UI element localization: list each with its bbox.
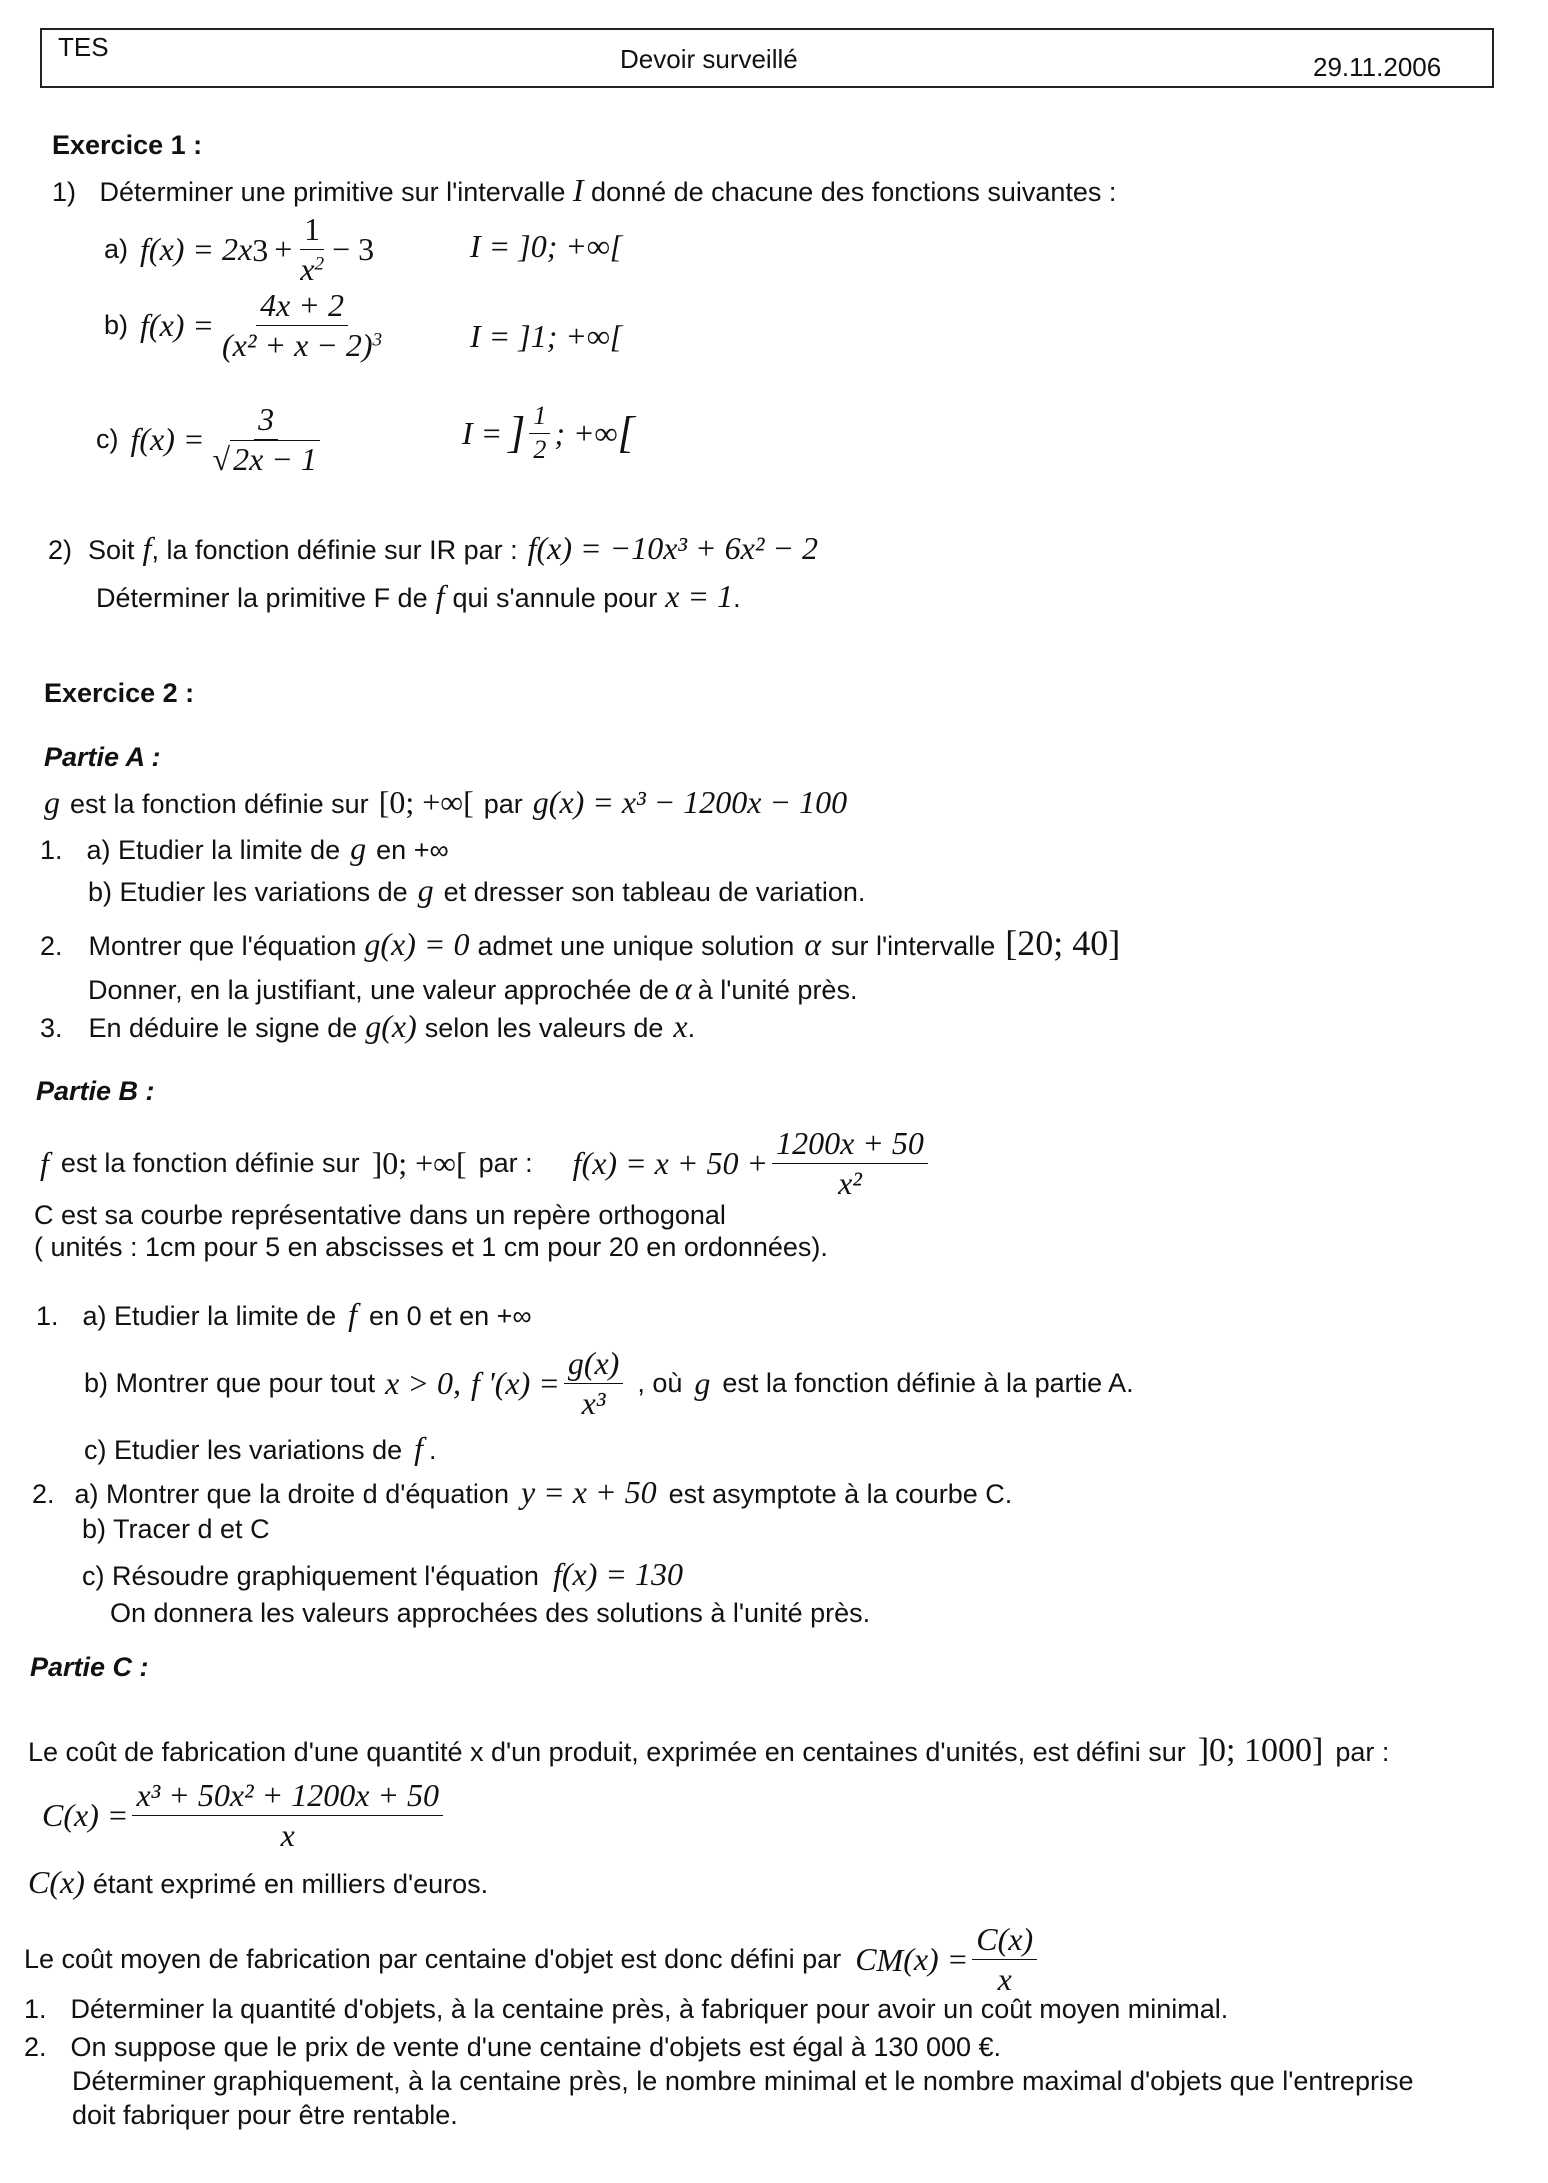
- ex1-question-1: 1) Déterminer une primitive sur l'intervalle I donné de chacune des fonctions suivantes :: [52, 172, 1117, 208]
- item-label: c): [96, 424, 119, 455]
- header-title: Devoir surveillé: [620, 44, 798, 74]
- part-b-q1c: c) Etudier les variations de f .: [84, 1430, 437, 1466]
- fraction: $\frac{\text{x³ + 50x² + 1200x + 50}}{x}$: [132, 1778, 443, 1853]
- part-a-q1b: b) Etudier les variations de g et dresser son tableau de variation.: [88, 872, 866, 908]
- part-b-units-text: ( unités : 1cm pour 5 en abscisses et 1 cm pour 20 en ordonnées).: [34, 1232, 828, 1262]
- part-c-unit: C(x) étant exprimé en milliers d'euros.: [28, 1864, 489, 1900]
- part-b-q2b: b) Tracer d et C: [82, 1514, 270, 1544]
- part-c-title: Partie C :: [30, 1652, 149, 1682]
- ex1-item-c: c) f(x) = $\frac{3}{√2x - 1}$: [96, 402, 328, 477]
- fraction: $\frac{3}{√2x - 1}$: [209, 402, 324, 477]
- part-b-q2c-line-2: On donnera les valeurs approchées des solutions à l'unité près.: [110, 1598, 871, 1628]
- q-number: 2): [48, 535, 73, 565]
- part-a-q3: 3. En déduire le signe de g(x) selon les valeurs de x .: [40, 1008, 696, 1044]
- ex1-question-2-line-2: Déterminer la primitive F de f qui s'annule pour x = 1 .: [96, 578, 741, 614]
- fraction: $\frac{1}{x^2}$: [300, 211, 325, 288]
- part-c-q1: 1. Déterminer la quantité d'objets, à la centaine près, à fabriquer pour avoir un coût moyen minimal.: [24, 1994, 1229, 2024]
- part-c-q2-line-3: doit fabriquer pour être rentable.: [72, 2100, 458, 2130]
- part-b-intro: f est la fonction définie sur ]0; +∞[ par : f(x) = x + 50 + $\frac{1200x + 50}{\text{x²}}$: [40, 1126, 932, 1201]
- exercise-2-title: Exercice 2 :: [44, 678, 195, 708]
- fraction: $\frac{C(x)}{x}$: [972, 1922, 1037, 1997]
- part-b-q2c: c) Résoudre graphiquement l'équation f(x) = 130: [82, 1556, 683, 1592]
- interval-b: I = ]1; +∞[: [470, 318, 623, 354]
- exercise-1-title: Exercice 1 :: [52, 130, 203, 160]
- item-label: a): [104, 234, 129, 265]
- header-class: TES: [58, 32, 109, 62]
- part-b-title: Partie B :: [36, 1076, 155, 1106]
- part-a-q2: 2. Montrer que l'équation g(x) = 0 admet une unique solution α sur l'intervalle [20; 40]: [40, 923, 1121, 963]
- part-b-curve-text: C est sa courbe représentative dans un repère orthogonal: [34, 1200, 726, 1230]
- part-c-q2: 2. On suppose que le prix de vente d'une centaine d'objets est égal à 130 000 €.: [24, 2032, 1002, 2062]
- ex1-question-2: 2) Soit f , la fonction définie sur IR par : f(x) = −10x³ + 6x² − 2: [48, 530, 818, 566]
- part-b-q1b: b) Montrer que pour tout x > 0, f '(x) = $\frac{g(x)}{\text{x³}}$ , où g est la fonction définie à la partie A.: [84, 1345, 1134, 1422]
- interval-c: I = ] $\frac{1}{2}$ ; +∞ [: [462, 401, 635, 464]
- part-c-average: Le coût moyen de fabrication par centaine d'objet est donc défini par C M (x) = $\frac{C(x)}{x}$: [24, 1922, 1041, 1997]
- part-a-intro: g est la fonction définie sur [0; +∞[ par g(x) = x³ − 1200x − 100: [44, 784, 848, 820]
- part-b-q1a: 1. a) Etudier la limite de f en 0 et en +∞: [36, 1296, 532, 1332]
- part-c-q2-line-2: Déterminer graphiquement, à la centaine près, le nombre minimal et le nombre maximal d'objets que l'entreprise: [72, 2066, 1414, 2096]
- part-a-title: Partie A :: [44, 742, 161, 772]
- fraction: $\frac{1200x + 50}{\text{x²}}$: [772, 1126, 928, 1201]
- part-b-q2a: 2. a) Montrer que la droite d d'équation y = x + 50 est asymptote à la courbe C.: [32, 1474, 1013, 1510]
- interval-a: I = ]0; +∞[: [470, 228, 623, 264]
- header-date: 29.11.2006: [1313, 52, 1442, 82]
- part-c-intro: Le coût de fabrication d'une quantité x d'un produit, exprimée en centaines d'unités, est défini sur ]0; 1000] par :: [28, 1732, 1390, 1769]
- item-label: b): [104, 310, 129, 341]
- ex1-item-b: b) f(x) = $\frac{4x + 2}{(x^2 + x - 2)^3}$: [104, 288, 390, 363]
- part-a-q1a: 1. a) Etudier la limite de g en +∞: [40, 830, 449, 866]
- ex1-item-a: a) f(x) = 2x 3 + $\frac{1}{x^2}$ − 3: [104, 211, 375, 288]
- fraction: $\frac{4x + 2}{(x^2 + x - 2)^3}$: [222, 287, 383, 364]
- part-a-q2-line-2: Donner, en la justifiant, une valeur approchée de α à l'unité près.: [88, 970, 858, 1006]
- q-number: 1): [52, 177, 77, 207]
- fraction: $\frac{g(x)}{\text{x³}}$: [564, 1346, 624, 1421]
- part-c-cost-formula: C(x) = $\frac{\text{x³ + 50x² + 1200x + 50}}{x}$: [42, 1778, 447, 1853]
